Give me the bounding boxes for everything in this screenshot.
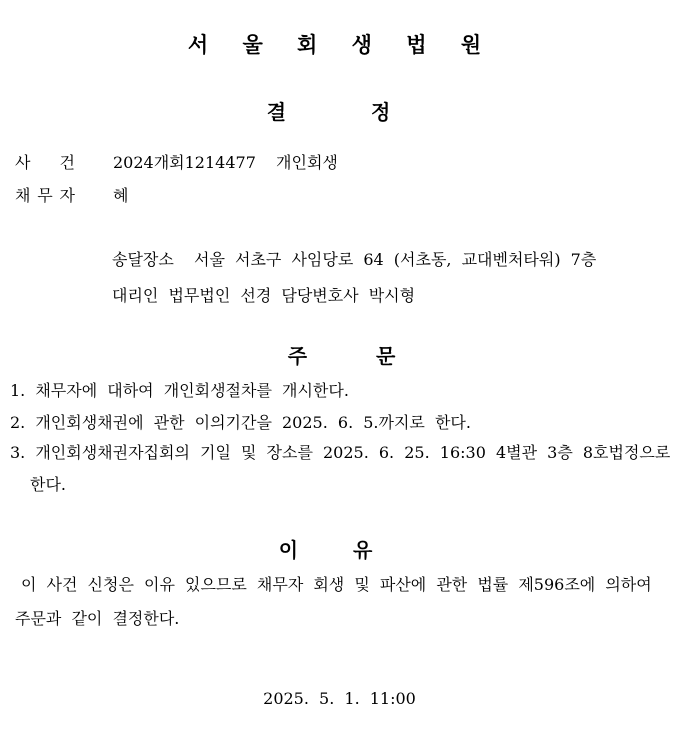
order-item-2: 2. 개인회생채권에 관한 이의기간을 2025. 6. 5.까지로 한다. bbox=[10, 413, 471, 432]
order-item-3: 3. 개인회생채권자집회의 기일 및 장소를 2025. 6. 25. 16:30 4별관 3층 8호법정으로 bbox=[10, 443, 671, 462]
reason-heading: 이 유 bbox=[278, 538, 373, 562]
case-row bbox=[15, 150, 338, 173]
attorney-line: 대리인 법무법인 선경 담당변호사 박시형 bbox=[112, 286, 416, 305]
debtor-name: 혜 bbox=[113, 186, 129, 205]
case-number: 2024개회1214477 개인회생 bbox=[113, 153, 338, 172]
reason-line-2: 주문과 같이 결정한다. bbox=[15, 609, 180, 628]
court-title: 서 울 회 생 법 원 bbox=[187, 32, 482, 57]
debtor-label: 채 무 자 bbox=[15, 186, 75, 205]
reason-line-1: 이 사건 신청은 이유 있으므로 채무자 회생 및 파산에 관한 법률 제596조에 의하여 bbox=[21, 575, 652, 594]
order-heading: 주 문 bbox=[287, 344, 396, 368]
decision-heading: 결 정 bbox=[266, 100, 391, 124]
order-item-3-continuation: 한다. bbox=[30, 475, 66, 494]
case-label: 사 건 bbox=[15, 153, 75, 172]
order-item-1: 1. 채무자에 대하여 개인회생절차를 개시한다. bbox=[10, 381, 349, 400]
debtor-row bbox=[15, 183, 128, 206]
service-address-line: 송달장소 서울 서초구 사임당로 64 (서초동, 교대벤처타워) 7층 bbox=[112, 250, 597, 269]
decision-datetime: 2025. 5. 1. 11:00 bbox=[263, 689, 416, 708]
